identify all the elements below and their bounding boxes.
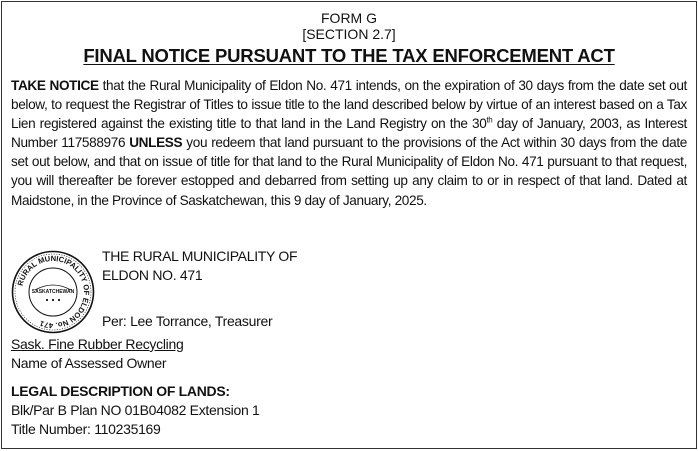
form-name: FORM G bbox=[321, 10, 377, 26]
form-header bbox=[2, 2, 696, 42]
municipality-block bbox=[102, 247, 297, 285]
legal-notice bbox=[1, 1, 697, 449]
assessed-owner-block bbox=[11, 335, 183, 373]
municipal-seal-icon bbox=[11, 250, 95, 334]
municipality-line-2: ELDON NO. 471 bbox=[102, 267, 203, 283]
take-notice-lead: TAKE NOTICE bbox=[11, 78, 99, 93]
notice-title: FINAL NOTICE PURSUANT TO THE TAX ENFORCEMENT ACT bbox=[83, 45, 615, 66]
notice-text-1: that the Rural Municipality of Eldon No. 471 intends, on the expiration of 30 days from the date set out below, to request the Registrar of Titles to issue title to the land described below by virtue of an interest based on a Tax Lien registered against the existing title to that land in the Land Registry on the 30 bbox=[11, 78, 687, 132]
legal-description-block bbox=[11, 382, 260, 439]
notice-text-3: you redeem that land pursuant to the provisions of the Act within 30 days from the date set out below, and that on issue of title for that land to the Rural Municipality of Eldon No. 471 pursuant to that request, you will thereafter be forever estopped and debarred from setting up any claim to or in respect of that land. bbox=[11, 135, 687, 189]
notice-text-2: day of January, 2003, as Interest Number 117588976 bbox=[11, 116, 687, 151]
municipality-line-1: THE RURAL MUNICIPALITY OF bbox=[102, 248, 298, 264]
dated-line: Dated at Maidstone, in the Province of Saskatchewan, this 9 day of January, 2025. bbox=[11, 173, 687, 208]
owner-name: Sask. Fine Rubber Recycling bbox=[11, 336, 184, 352]
legal-plan: Blk/Par B Plan NO 01B04082 Extension 1 bbox=[11, 402, 260, 418]
owner-label: Name of Assessed Owner bbox=[11, 355, 167, 371]
ordinal-suffix: th bbox=[486, 115, 493, 125]
unless-keyword: UNLESS bbox=[129, 135, 183, 151]
notice-body bbox=[11, 76, 687, 210]
seal-center-text: SASKATCHEWAN bbox=[31, 289, 75, 295]
seal-outer-text: RURAL MUNICIPALITY OF ELDON No. 471 bbox=[15, 253, 92, 331]
legal-title-number: Title Number: 110235169 bbox=[11, 421, 161, 437]
form-section: [SECTION 2.7] bbox=[302, 26, 396, 42]
legal-heading: LEGAL DESCRIPTION OF LANDS: bbox=[11, 383, 230, 399]
signatory: Per: Lee Torrance, Treasurer bbox=[102, 313, 273, 329]
